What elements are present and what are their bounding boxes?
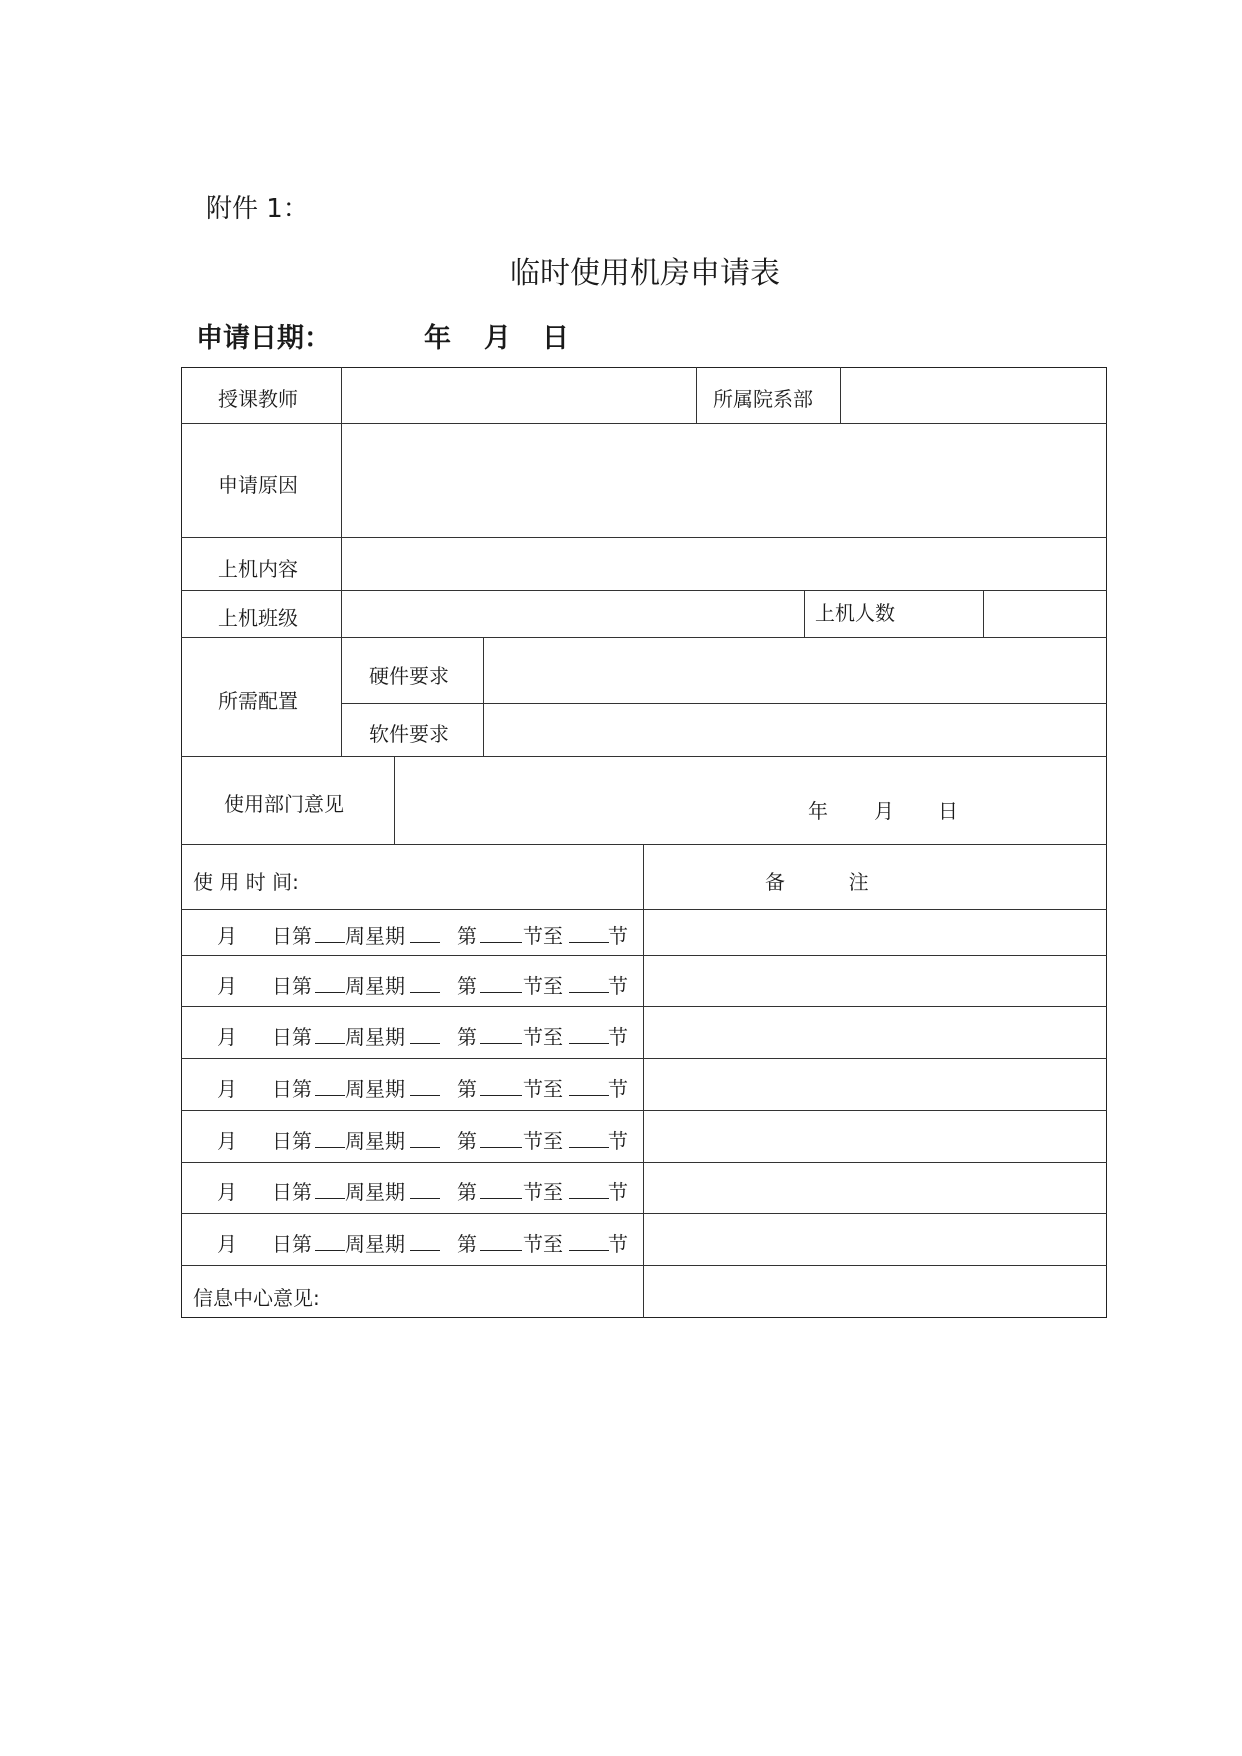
schedule-day-prefix: 日第	[272, 1129, 312, 1153]
reason-input[interactable]	[342, 424, 1105, 537]
dept-opinion-input[interactable]	[395, 757, 1105, 844]
schedule-week: 周星期	[345, 974, 405, 998]
schedule-month: 月	[217, 1077, 237, 1101]
schedule-day-prefix: 日第	[272, 974, 312, 998]
schedule-blank[interactable]	[315, 1021, 345, 1044]
schedule-period-prefix: 第	[457, 974, 477, 998]
schedule-blank[interactable]	[480, 1073, 522, 1096]
schedule-period-to: 节至	[523, 1129, 563, 1153]
content-label: 上机内容	[218, 557, 298, 581]
schedule-month: 月	[217, 1232, 237, 1256]
opinion-year: 年	[808, 799, 828, 823]
remarks-cell[interactable]	[644, 1115, 1105, 1159]
schedule-period-to: 节至	[523, 1025, 563, 1049]
dept-opinion-label: 使用部门意见	[224, 792, 344, 816]
schedule-month: 月	[217, 1180, 237, 1204]
schedule-blank[interactable]	[480, 1125, 522, 1148]
schedule-blank[interactable]	[569, 1176, 609, 1199]
schedule-week: 周星期	[345, 1180, 405, 1204]
schedule-period-suffix: 节	[608, 1180, 628, 1204]
schedule-week: 周星期	[345, 1129, 405, 1153]
schedule-day-prefix: 日第	[272, 1025, 312, 1049]
schedule-day-prefix: 日第	[272, 1180, 312, 1204]
schedule-period-suffix: 节	[608, 1129, 628, 1153]
schedule-day-prefix: 日第	[272, 924, 312, 948]
schedule-blank[interactable]	[315, 970, 345, 993]
schedule-blank[interactable]	[569, 1228, 609, 1251]
schedule-week: 周星期	[345, 1232, 405, 1256]
schedule-period-prefix: 第	[457, 924, 477, 948]
schedule-blank[interactable]	[569, 1073, 609, 1096]
schedule-blank[interactable]	[410, 1125, 440, 1148]
schedule-week: 周星期	[345, 1077, 405, 1101]
remarks-label: 备 注	[765, 870, 869, 894]
schedule-blank[interactable]	[569, 1125, 609, 1148]
schedule-blank[interactable]	[569, 920, 609, 943]
schedule-blank[interactable]	[315, 1228, 345, 1251]
teacher-label: 授课教师	[218, 387, 298, 411]
schedule-period-prefix: 第	[457, 1077, 477, 1101]
rule	[696, 367, 697, 423]
schedule-blank[interactable]	[410, 970, 440, 993]
apply-date	[196, 316, 569, 355]
schedule-week: 周星期	[345, 924, 405, 948]
apply-date-day: 日	[542, 323, 569, 354]
hardware-label: 硬件要求	[369, 664, 449, 688]
schedule-blank[interactable]	[410, 1176, 440, 1199]
schedule-month: 月	[217, 924, 237, 948]
remarks-cell[interactable]	[644, 1063, 1105, 1107]
schedule-blank[interactable]	[410, 1228, 440, 1251]
schedule-blank[interactable]	[480, 920, 522, 943]
schedule-day-prefix: 日第	[272, 1077, 312, 1101]
remarks-cell[interactable]	[644, 1218, 1105, 1262]
schedule-week: 周星期	[345, 1025, 405, 1049]
schedule-period-suffix: 节	[608, 1077, 628, 1101]
schedule-month: 月	[217, 1129, 237, 1153]
schedule-blank[interactable]	[315, 920, 345, 943]
schedule-blank[interactable]	[480, 1228, 522, 1251]
schedule-period-prefix: 第	[457, 1180, 477, 1204]
count-input[interactable]	[984, 591, 1105, 637]
schedule-period-suffix: 节	[608, 974, 628, 998]
hardware-input[interactable]	[484, 638, 1105, 703]
schedule-period-suffix: 节	[608, 1025, 628, 1049]
software-input[interactable]	[484, 704, 1105, 756]
schedule-blank[interactable]	[410, 1073, 440, 1096]
schedule-blank[interactable]	[315, 1073, 345, 1096]
remarks-cell[interactable]	[644, 1166, 1105, 1210]
schedule-period-prefix: 第	[457, 1025, 477, 1049]
schedule-blank[interactable]	[480, 1176, 522, 1199]
schedule-month: 月	[217, 974, 237, 998]
schedule-period-to: 节至	[523, 1232, 563, 1256]
remarks-cell[interactable]	[644, 960, 1105, 1004]
schedule-period-to: 节至	[523, 974, 563, 998]
schedule-period-to: 节至	[523, 924, 563, 948]
info-center-input[interactable]	[644, 1266, 1105, 1316]
remarks-cell[interactable]	[644, 1011, 1105, 1055]
schedule-month: 月	[217, 1025, 237, 1049]
department-input[interactable]	[841, 368, 1105, 423]
schedule-blank[interactable]	[480, 1021, 522, 1044]
class-label: 上机班级	[218, 606, 298, 630]
schedule-blank[interactable]	[480, 970, 522, 993]
apply-date-year: 年	[424, 323, 451, 354]
schedule-blank[interactable]	[315, 1176, 345, 1199]
content-input[interactable]	[342, 538, 1105, 590]
opinion-month: 月	[874, 799, 894, 823]
schedule-period-prefix: 第	[457, 1129, 477, 1153]
config-label: 所需配置	[218, 689, 298, 713]
schedule-period-suffix: 节	[608, 924, 628, 948]
teacher-input[interactable]	[342, 368, 696, 423]
reason-label: 申请原因	[218, 473, 298, 497]
schedule-period-prefix: 第	[457, 1232, 477, 1256]
schedule-blank[interactable]	[410, 920, 440, 943]
schedule-period-to: 节至	[523, 1180, 563, 1204]
software-label: 软件要求	[369, 722, 449, 746]
usage-time-label: 使 用 时 间:	[193, 870, 299, 894]
class-input[interactable]	[342, 591, 804, 637]
rule	[804, 590, 805, 637]
apply-date-month: 月	[484, 323, 511, 354]
schedule-blank[interactable]	[569, 1021, 609, 1044]
department-label: 所属院系部	[713, 387, 813, 411]
info-center-label: 信息中心意见:	[193, 1286, 320, 1310]
remarks-cell[interactable]	[644, 910, 1105, 954]
count-label: 上机人数	[815, 601, 895, 625]
opinion-day: 日	[938, 799, 958, 823]
attachment-label: 附件 1：	[206, 194, 309, 224]
schedule-day-prefix: 日第	[272, 1232, 312, 1256]
schedule-blank[interactable]	[569, 970, 609, 993]
schedule-period-to: 节至	[523, 1077, 563, 1101]
schedule-blank[interactable]	[315, 1125, 345, 1148]
schedule-period-suffix: 节	[608, 1232, 628, 1256]
form-title: 临时使用机房申请表	[510, 256, 780, 291]
schedule-blank[interactable]	[410, 1021, 440, 1044]
apply-date-label: 申请日期：	[196, 323, 331, 354]
